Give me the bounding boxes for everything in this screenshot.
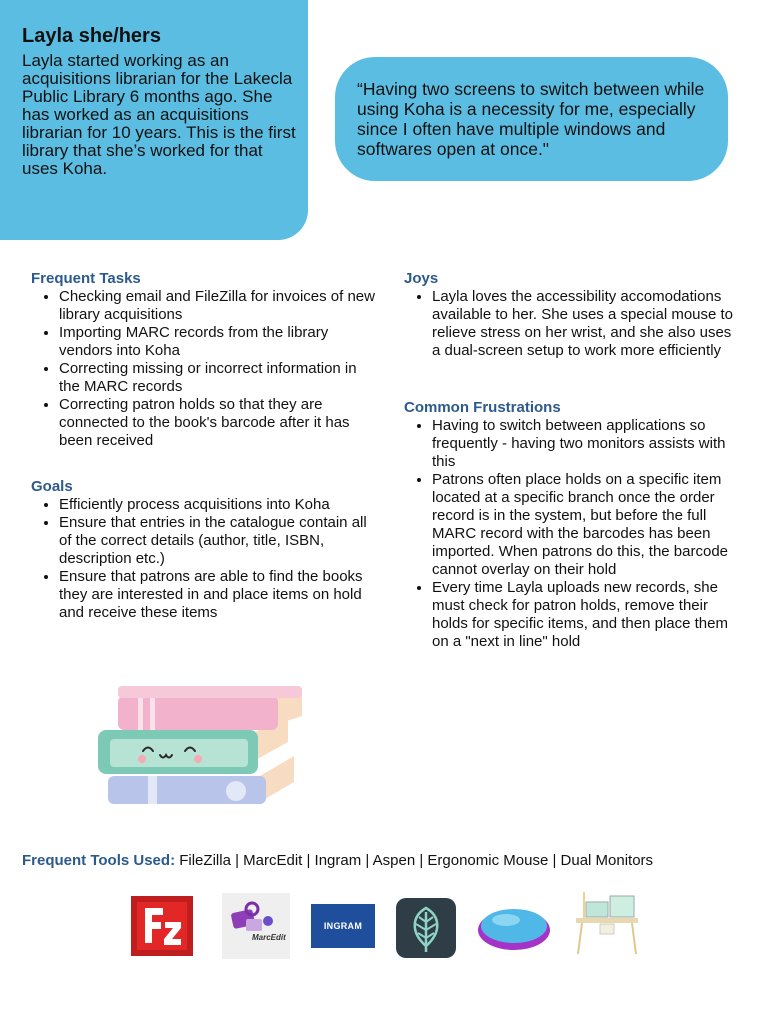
frequent-tasks-list [31,288,381,450]
persona-card [0,0,308,240]
left-cheek [138,755,146,763]
goals-list [31,496,381,622]
top-book-stripe-2 [150,696,155,730]
frequent-tools-line [22,852,653,869]
ingram-logo-text: INGRAM [323,921,363,931]
right-cheek [194,755,202,763]
top-book-stripe-1 [138,696,143,730]
quote-text: “Having two screens to switch between while using Koha is a necessity for me, especially since I often have multiple windows and softwares open at once." [357,79,705,159]
persona-bio: Layla started working as an acquisitions librarian for the Lakecla Public Library 6 months ago. She has worked as an acquisitions librarian for 10 years. This is the first library that she’s worked for that uses Koha. [22,51,296,178]
list-item: • Correcting patron holds so that they are connected to the book's barcode after it has been received [59,396,381,450]
top-book-cover [118,686,302,698]
marcedit-logo-icon [222,893,290,959]
list-item: • Layla loves the accessibility accomodations available to her. She uses a special mouse to relieve stress on her wrist, and she also uses a dual-screen setup to work more efficiently [432,288,734,360]
joys-heading: Joys [404,270,439,287]
frustrations-heading: Common Frustrations [404,399,561,416]
tools-label: Frequent Tools Used: [22,852,176,869]
frustrations-section [404,399,734,651]
bottom-book-dot [226,781,246,801]
list-item: • Correcting missing or incorrect information in the MARC records [59,360,381,396]
dual-monitor-desk-icon [570,888,644,958]
list-item: • Every time Layla uploads new records, she must check for patron holds, remove their holds for specific items, and then place them on a "next in line" hold [432,579,734,651]
joys-list [404,288,734,360]
list-item: • Ensure that entries in the catalogue contain all of the correct details (author, title, ISBN, description etc.) [59,514,381,568]
bottom-book-stripe [148,776,157,804]
frustrations-list [404,417,734,651]
aspen-logo-icon [396,898,456,958]
list-item: • Having to switch between applications so frequently - having two monitors assists with this [432,417,734,471]
list-item: • Ensure that patrons are able to find the books they are interested in and place items on hold and receive these items [59,568,381,622]
frequent-tasks-heading: Frequent Tasks [31,270,141,287]
quote-bubble [335,57,728,181]
list-item: • Efficiently process acquisitions into Koha [59,496,381,514]
ergonomic-mouse-icon [476,902,552,954]
filezilla-logo-icon [131,896,193,956]
marcedit-logo-graphic [222,893,290,959]
marcedit-logo-text: MarcEdit [252,933,286,942]
goals-heading: Goals [31,478,73,495]
joys-section [404,270,734,360]
goals-section [31,478,381,622]
persona-name: Layla she/hers [22,25,161,47]
frequent-tasks-section [31,270,381,450]
list-item: • Importing MARC records from the library vendors into Koha [59,324,381,360]
tools-list: FileZilla | MarcEdit | Ingram | Aspen | Ergonomic Mouse | Dual Monitors [179,852,654,869]
list-item: • Patrons often place holds on a specific item located at a specific branch once the order record is in the system, but before the full MARC record with the barcodes has been imported. When patrons do this, the barcode cannot overlay on their hold [432,471,734,579]
book-stack-illustration [94,682,308,812]
ingram-logo-icon [311,904,375,948]
middle-book-label [110,739,248,767]
list-item: • Checking email and FileZilla for invoices of new library acquisitions [59,288,381,324]
